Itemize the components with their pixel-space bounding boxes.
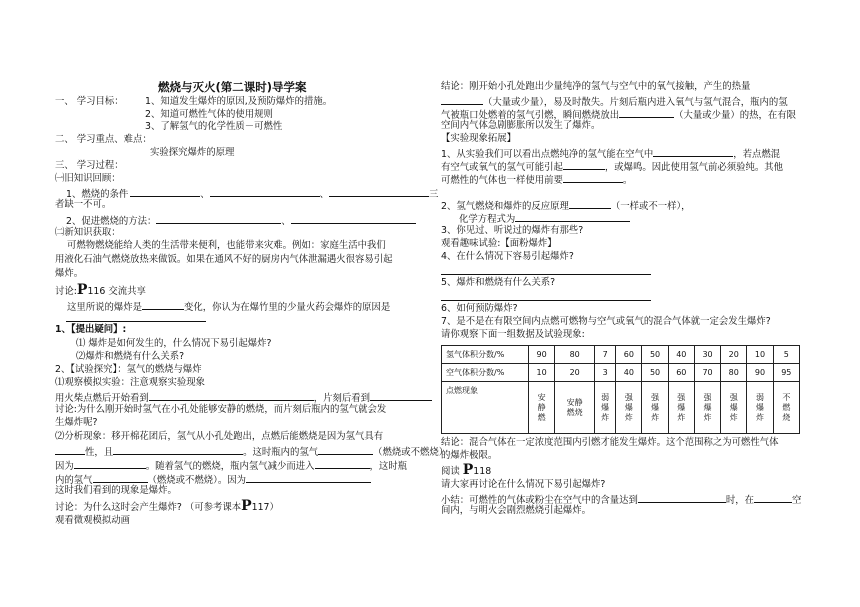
item-2: 2、氢气燃烧和爆炸的反应原理 （一样或不一样）， xyxy=(441,198,691,213)
data-table xyxy=(441,345,800,434)
blank[interactable] xyxy=(142,299,184,310)
question-explosion: 这里所说的爆炸是 变化，你认为在爆竹里的少量火药会爆炸的原因是 xyxy=(67,299,390,314)
table-cell: 80 xyxy=(721,364,747,382)
table-cell: 强 爆 炸 xyxy=(694,382,720,434)
table-cell: 强 爆 炸 xyxy=(668,382,694,434)
blank[interactable] xyxy=(149,390,314,401)
table-cell: 40 xyxy=(668,346,694,364)
table-header: 空气体积分数/% xyxy=(442,364,529,382)
question-2: 2、促进燃烧的方法： 、 xyxy=(66,213,416,228)
table-cell: 7 xyxy=(595,346,616,364)
conclusion-line: 结论：刚开始小孔处跑出少量纯净的氢气与空气中的氧气接触，产生的热量 xyxy=(441,81,751,92)
blank[interactable] xyxy=(441,94,483,105)
table-cell: 不 燃 烧 xyxy=(773,382,799,434)
new-knowledge: ㈡新知识获取： xyxy=(55,227,121,238)
table-cell: 安 静 燃 xyxy=(529,382,555,434)
table-cell: 10 xyxy=(529,364,555,382)
table-cell: 弱 爆 炸 xyxy=(747,382,773,434)
old-knowledge: ㈠旧知识回顾： xyxy=(55,173,121,184)
item-3: 3、你见过、听说过的爆炸有那些? xyxy=(441,225,584,236)
section-3: 三、 学习过程： xyxy=(55,160,124,171)
table-cell: 40 xyxy=(616,364,642,382)
conclusion-line: 空间内气体急剧膨胀所以发生了爆炸。 xyxy=(441,120,601,131)
experiment-heading: 2、【试验探究】：氢气的燃烧与爆炸 xyxy=(55,364,202,375)
item-7: 7、是不是在有限空间内点燃可燃物与空气或氧气的混合气体就一定会发生爆炸? xyxy=(441,316,771,327)
page-title: 燃烧与灭火(第二课时)导学案 xyxy=(158,80,307,94)
conclusion-2: 结论：混合气体在一定浓度范围内引燃才能发生爆炸。这个范围称之为可燃性气体 xyxy=(441,437,779,448)
equation-line: 化学方程式为 xyxy=(459,211,630,226)
extension-line: 有空气或氧气的氢气可能引起 ，或爆鸣。因此使用氢气前必须验纯。其他 xyxy=(441,159,783,174)
discuss-again: 请大家再讨论在什么情况下易引起爆炸? xyxy=(441,479,606,490)
conclusion-line: （大量或少量），易及时散失。片刻后瓶内进入氧气与氢气混合，瓶内的氢 xyxy=(441,94,788,109)
summary: 小结：可燃性的气体或粉尘在空气中的含量达到 时，在 空 xyxy=(441,492,801,507)
extension-line: 可燃性的气体也一样使用前要 。 xyxy=(441,172,632,187)
analysis-line: 性，且 。这时瓶内的氢气 （燃烧或不燃烧） xyxy=(55,444,448,459)
question-item: ⑵爆炸和燃烧有什么关系? xyxy=(76,351,185,362)
summary: 间内，与明火会剧烈燃烧引起爆炸。 xyxy=(441,505,592,516)
why-line: 讨论:为什么刚开始时氢气在小孔处能够安静的燃烧，而片刻后瓶内的氢气就会发 xyxy=(55,404,387,415)
discussion-1: 讨论:P116 交流共享 xyxy=(55,282,146,298)
blank[interactable] xyxy=(246,472,371,483)
table-cell: 5 xyxy=(773,346,799,364)
question-1: 1、燃烧的条件 、 、 三 xyxy=(66,186,438,201)
observe-data: 请你观察下面一组数据及试验现象: xyxy=(441,329,585,340)
table-cell: 60 xyxy=(668,364,694,382)
extension-line: 1、从实验我们可以看出点燃纯净的氢气能在空气中 ，若点燃混 xyxy=(441,146,780,161)
table-cell: 强 爆 炸 xyxy=(616,382,642,434)
table-cell: 弱 爆 炸 xyxy=(595,382,616,434)
blank[interactable] xyxy=(653,146,733,157)
key-point: 实验探究爆炸的原理 xyxy=(150,147,235,158)
blank[interactable] xyxy=(638,492,726,503)
blank[interactable] xyxy=(130,186,200,197)
table-cell: 20 xyxy=(555,364,595,382)
analysis-line: 因为 。随着氢气的燃烧，瓶内氢气减少而进入 ，这时瓶 xyxy=(55,458,407,473)
intro-line: 可燃物燃烧能给人类的生活带来便利，也能带来灾难。例如：家庭生活中我们 xyxy=(67,240,386,251)
fire-observation: 用火柴点燃后开始看到 ，片刻后看到 xyxy=(55,390,432,405)
table-cell: 95 xyxy=(773,364,799,382)
blank[interactable] xyxy=(74,458,146,469)
table-row xyxy=(442,382,800,434)
blank[interactable] xyxy=(66,311,206,322)
conclusion-line: 气被瓶口处燃着的氢气引燃，瞬间燃烧放出 （大量或少量）的热，在有限 xyxy=(441,107,796,122)
intro-line: 用液化石油气燃烧放热来做饭。如果在通风不好的厨房内气体泄漏遇火很容易引起 xyxy=(55,254,393,265)
blank[interactable] xyxy=(113,444,243,455)
table-cell: 安静 燃烧 xyxy=(555,382,595,434)
watch-animation: 观看微观模拟动画 xyxy=(55,515,131,526)
blank[interactable] xyxy=(619,107,674,118)
table-cell: 10 xyxy=(747,346,773,364)
table-cell: 强 爆 炸 xyxy=(721,382,747,434)
analysis-line: 这时我们看到的现象是爆炸。 xyxy=(55,485,177,496)
table-row xyxy=(442,364,800,382)
blank[interactable] xyxy=(291,213,416,224)
table-cell: 90 xyxy=(529,346,555,364)
read-reference: 阅读 P118 xyxy=(441,462,492,478)
blank[interactable] xyxy=(156,213,281,224)
table-cell: 30 xyxy=(694,346,720,364)
extension-heading: 【实验现象拓展】 xyxy=(441,133,517,144)
watch-experiment: 观看趣味试验:【面粉爆炸】 xyxy=(441,238,557,249)
table-cell: 强 爆 炸 xyxy=(642,382,668,434)
item-4: 4、在什么情况下容易引起爆炸? xyxy=(441,251,574,262)
table-header: 氢气体积分数/% xyxy=(442,346,529,364)
blank[interactable] xyxy=(754,492,792,503)
blank[interactable] xyxy=(329,186,429,197)
blank[interactable] xyxy=(315,458,370,469)
intro-line: 爆炸。 xyxy=(55,268,84,279)
question-1-end: 者缺一不可。 xyxy=(55,199,112,210)
analysis-line: ⑵分析现象：移开棉花团后，氢气从小孔处跑出，点燃后能燃烧是因为氢气具有 xyxy=(55,431,384,442)
goal-2: 2、知道可燃性气体的使用规则 xyxy=(145,109,273,120)
blank[interactable] xyxy=(210,186,320,197)
table-cell: 3 xyxy=(595,364,616,382)
item-6: 6、如何预防爆炸? xyxy=(441,303,518,314)
discussion-2: 讨论：为什么这时会产生爆炸? （可参考课本P117） xyxy=(55,498,279,514)
table-cell: 90 xyxy=(747,364,773,382)
goal-1: 1、知道发生爆炸的原因,及预防爆炸的措施。 xyxy=(145,96,333,107)
goal-3: 3、了解氢气的化学性质－可燃性 xyxy=(145,121,283,132)
section-1: 一、 学习目标： xyxy=(55,96,124,107)
table-row xyxy=(442,346,800,364)
blank[interactable] xyxy=(563,172,623,183)
section-2: 二、 学习重点、难点： xyxy=(55,134,152,145)
analysis-line: 内的氢气 （燃烧或不燃烧）。因为 xyxy=(55,472,371,487)
conclusion-2: 的爆炸极限。 xyxy=(441,450,498,461)
raise-question-heading: 1、【提出疑问】: xyxy=(55,324,127,335)
blank[interactable] xyxy=(515,211,630,222)
blank[interactable] xyxy=(563,159,605,170)
blank[interactable] xyxy=(569,198,611,209)
table-cell: 50 xyxy=(642,364,668,382)
table-cell: 80 xyxy=(555,346,595,364)
table-cell: 20 xyxy=(721,346,747,364)
table-header: 点燃现象 xyxy=(442,382,529,434)
item-5: 5、爆炸和燃烧有什么关系? xyxy=(441,277,556,288)
question-item: ⑴ 爆炸是如何发生的，什么情况下易引起爆炸? xyxy=(76,338,272,349)
blank[interactable] xyxy=(318,444,373,455)
blank[interactable] xyxy=(441,290,651,301)
blank[interactable] xyxy=(55,444,85,455)
blank[interactable] xyxy=(93,472,148,483)
blank[interactable] xyxy=(370,390,432,401)
why-line: 生爆炸呢? xyxy=(55,417,98,428)
table-cell: 60 xyxy=(616,346,642,364)
table-cell: 70 xyxy=(694,364,720,382)
table-cell: 50 xyxy=(642,346,668,364)
blank[interactable] xyxy=(441,264,651,275)
observe: ⑴观察模拟实验：注意观察实验现象 xyxy=(55,377,206,388)
